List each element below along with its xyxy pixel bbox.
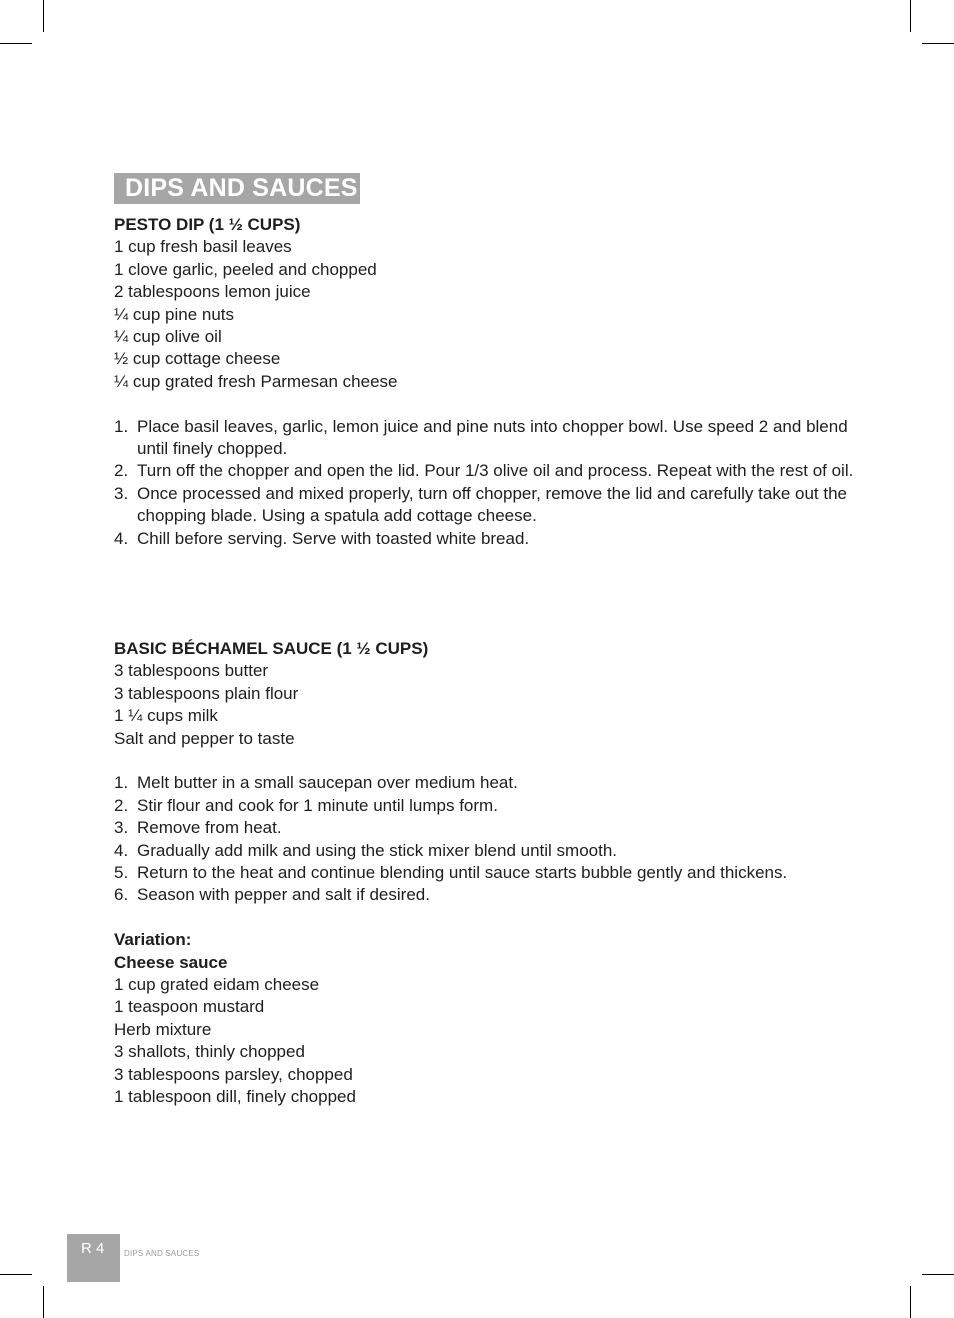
step-item	[114, 483, 854, 528]
step-number: 5.	[114, 862, 129, 882]
step-text: Stir flour and cook for 1 minute until lumps form.	[137, 795, 498, 815]
step-text: Return to the heat and continue blending until sauce starts bubble gently and thickens.	[137, 862, 788, 882]
crop-mark	[0, 1274, 32, 1275]
steps-list	[114, 772, 854, 906]
ingredient-list	[114, 660, 854, 750]
crop-mark	[910, 0, 911, 32]
variation-label: Variation:	[114, 930, 192, 950]
step-text: Season with pepper and salt if desired.	[137, 885, 430, 905]
step-text: Once processed and mixed properly, turn off chopper, remove the lid and carefully take out the chopping blade. Using a spatula add cottage cheese.	[137, 483, 847, 526]
ingredient-item: ¼ cup pine nuts	[114, 304, 235, 324]
ingredient-list	[114, 236, 854, 393]
step-item	[114, 884, 854, 906]
steps-list	[114, 416, 854, 550]
step-number: 3.	[114, 818, 129, 838]
variation-heading: Cheese sauce	[114, 952, 228, 972]
step-item	[114, 817, 854, 839]
ingredient-item: 1 teaspoon mustard	[114, 997, 265, 1017]
bechamel-section	[114, 638, 854, 1108]
step-text: Chill before serving. Serve with toasted white bread.	[137, 528, 530, 548]
crop-mark	[910, 1286, 911, 1318]
crop-mark	[43, 1286, 44, 1318]
step-number: 2.	[114, 795, 129, 815]
footer-section-label: DIPS AND SAUCES	[124, 1249, 200, 1258]
pesto-section	[114, 214, 854, 550]
ingredient-item: 1 tablespoon dill, finely chopped	[114, 1086, 356, 1106]
ingredient-item: 3 tablespoons butter	[114, 661, 269, 681]
ingredient-item: ½ cup cottage cheese	[114, 349, 281, 369]
ingredient-item: 3 tablespoons plain flour	[114, 683, 299, 703]
ingredient-list	[114, 974, 854, 1108]
step-number: 3.	[114, 483, 129, 503]
ingredient-item: ¼ cup olive oil	[114, 326, 222, 346]
step-number: 4.	[114, 528, 129, 548]
crop-mark	[922, 1274, 954, 1275]
step-item	[114, 862, 854, 884]
step-number: 4.	[114, 840, 129, 860]
step-item	[114, 840, 854, 862]
step-number: 1.	[114, 416, 129, 436]
crop-mark	[922, 43, 954, 44]
ingredient-item: 2 tablespoons lemon juice	[114, 282, 311, 302]
ingredient-item: 3 shallots, thinly chopped	[114, 1042, 305, 1062]
crop-mark	[43, 0, 44, 32]
step-item	[114, 460, 854, 482]
ingredient-item: 3 tablespoons parsley, chopped	[114, 1064, 353, 1084]
ingredient-item: 1 cup grated eidam cheese	[114, 974, 320, 994]
page-number-badge	[67, 1234, 120, 1282]
ingredient-item: Salt and pepper to taste	[114, 728, 295, 748]
step-text: Gradually add milk and using the stick mixer blend until smooth.	[137, 840, 618, 860]
step-number: 2.	[114, 461, 129, 481]
ingredient-item: 1 clove garlic, peeled and chopped	[114, 259, 377, 279]
step-text: Melt butter in a small saucepan over medium heat.	[137, 773, 518, 793]
step-item	[114, 772, 854, 794]
step-number: 6.	[114, 885, 129, 905]
ingredient-item: Herb mixture	[114, 1019, 212, 1039]
ingredient-item: 1 cup fresh basil leaves	[114, 237, 292, 257]
page-number: R 4	[81, 1240, 105, 1257]
page-title: DIPS AND SAUCES	[114, 173, 360, 204]
step-text: Remove from heat.	[137, 818, 282, 838]
step-number: 1.	[114, 773, 129, 793]
ingredient-item: ¼ cup grated fresh Parmesan cheese	[114, 371, 398, 391]
recipe-heading: BASIC BÉCHAMEL SAUCE (1 ½ CUPS)	[114, 639, 429, 658]
recipe-heading: PESTO DIP (1 ½ CUPS)	[114, 215, 301, 234]
step-text: Turn off the chopper and open the lid. Pour 1/3 olive oil and process. Repeat with the rest of oil.	[137, 461, 854, 481]
step-item	[114, 528, 854, 550]
step-item	[114, 416, 854, 461]
crop-mark	[0, 43, 32, 44]
ingredient-item: 1 ¼ cups milk	[114, 706, 218, 726]
step-text: Place basil leaves, garlic, lemon juice and pine nuts into chopper bowl. Use speed 2 and blend until finely chopped.	[137, 416, 848, 458]
step-item	[114, 795, 854, 817]
